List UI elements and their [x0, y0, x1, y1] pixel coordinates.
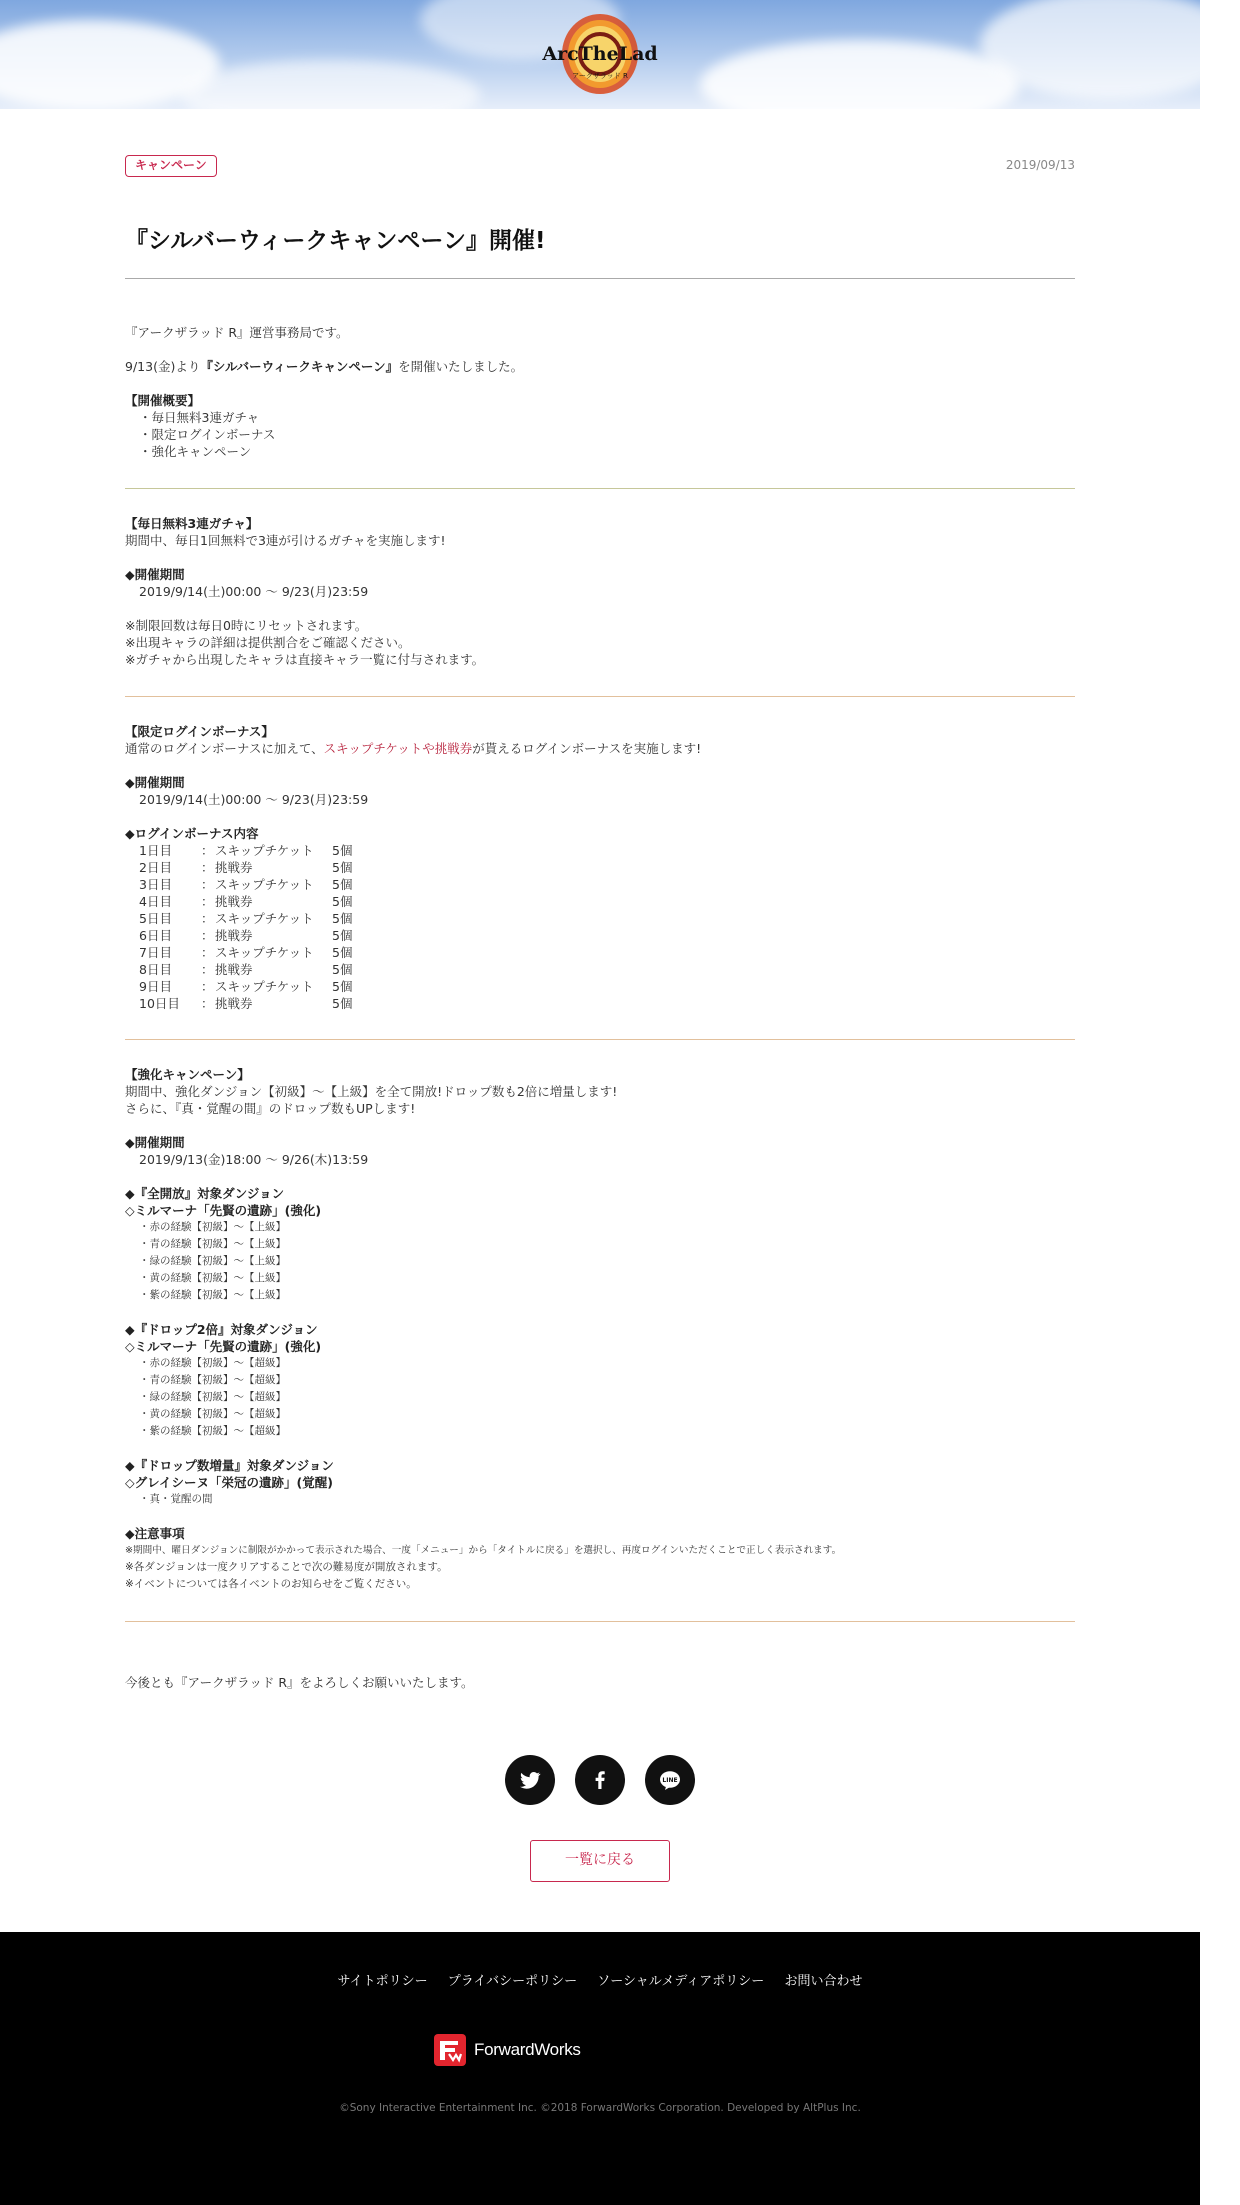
section-heading: 【毎日無料3連ガチャ】	[125, 516, 259, 531]
period-text: 2019/9/14(土)00:00 〜 9/23(月)23:59	[139, 584, 369, 599]
header-banner	[0, 0, 1200, 109]
subheading: ◆『ドロップ2倍』対象ダンジョン	[125, 1322, 318, 1337]
line-share-button[interactable]	[645, 1755, 695, 1805]
bonus-row: 10日目 ：挑戦券 5個	[139, 996, 353, 1011]
bonus-row: 7日目 ：スキップチケット 5個	[139, 945, 353, 960]
list-item: ・黄の経験【初級】〜【超級】	[139, 1408, 286, 1420]
twitter-share-button[interactable]	[505, 1755, 555, 1805]
bonus-row: 1日目 ：スキップチケット 5個	[139, 843, 353, 858]
back-to-list-button[interactable]: 一覧に戻る	[530, 1840, 670, 1882]
list-item: ・紫の経験【初級】〜【超級】	[139, 1425, 286, 1437]
section-text: さらに、『真・覚醒の間』のドロップ数もUPします!	[125, 1101, 416, 1116]
facebook-icon	[588, 1768, 612, 1792]
subheading: ◆開催期間	[125, 1135, 185, 1150]
twitter-icon	[518, 1768, 542, 1792]
footer-links	[0, 1970, 1200, 1989]
note: ※出現キャラの詳細は提供割合をご確認ください。	[125, 635, 411, 650]
section-divider	[125, 1621, 1075, 1622]
footer-link-contact[interactable]: お問い合わせ	[784, 1974, 863, 1989]
section-heading: 【限定ログインボーナス】	[125, 724, 274, 739]
category-tag[interactable]: キャンペーン	[125, 155, 217, 177]
dungeon-group: ◇ミルマーナ「先賢の遺跡」(強化)	[125, 1339, 322, 1354]
period-text: 2019/9/13(金)18:00 〜 9/26(木)13:59	[139, 1152, 369, 1167]
list-item: ・紫の経験【初級】〜【上級】	[139, 1289, 286, 1301]
share-buttons	[505, 1755, 695, 1805]
section-divider	[125, 488, 1075, 489]
list-item: ・強化キャンペーン	[139, 444, 252, 459]
bonus-row: 3日目 ：スキップチケット 5個	[139, 877, 353, 892]
list-item: ・真・覚醒の間	[139, 1493, 213, 1505]
list-item: ・赤の経験【初級】〜【超級】	[139, 1357, 286, 1369]
enhance-section	[125, 1066, 1075, 1593]
list-item: ・緑の経験【初級】〜【上級】	[139, 1255, 286, 1267]
footer-link-privacy-policy[interactable]: プライバシーポリシー	[447, 1974, 578, 1989]
subheading: ◆注意事項	[125, 1526, 185, 1541]
forwardworks-mark-icon	[433, 2033, 467, 2067]
bonus-row: 6日目 ：挑戦券 5個	[139, 928, 353, 943]
list-item: ・青の経験【初級】〜【超級】	[139, 1374, 286, 1386]
bonus-row: 8日目 ：挑戦券 5個	[139, 962, 353, 977]
line-icon	[658, 1768, 682, 1792]
list-item: ・毎日無料3連ガチャ	[139, 410, 260, 425]
logo-title: ArcTheLad	[542, 43, 658, 65]
note: ※制限回数は毎日0時にリセットされます。	[125, 618, 368, 633]
list-item: ・青の経験【初級】〜【上級】	[139, 1238, 286, 1250]
intro-line: 9/13(金)より『シルバーウィークキャンペーン』を開催いたしました。	[125, 359, 524, 374]
subheading: ◆『全開放』対象ダンジョン	[125, 1186, 285, 1201]
footer	[0, 1932, 1200, 2205]
intro-line: 『アークザラッド R』運営事務局です。	[125, 325, 349, 340]
facebook-share-button[interactable]	[575, 1755, 625, 1805]
note: ※イベントについては各イベントのお知らせをご覧ください。	[125, 1578, 417, 1590]
section-divider	[125, 1039, 1075, 1040]
dungeon-group: ◇グレイシーヌ「栄冠の遺跡」(覚醒)	[125, 1475, 333, 1490]
article-meta	[125, 155, 1075, 177]
overview-heading: 【開催概要】	[125, 393, 201, 408]
publish-date: 2019/09/13	[1005, 158, 1075, 172]
section-divider	[125, 696, 1075, 697]
list-item: ・緑の経験【初級】〜【超級】	[139, 1391, 286, 1403]
gacha-section	[125, 515, 1075, 668]
footer-link-social-media-policy[interactable]: ソーシャルメディアポリシー	[597, 1974, 765, 1989]
bonus-row: 2日目 ：挑戦券 5個	[139, 860, 353, 875]
svg-text:LINE: LINE	[662, 1777, 678, 1784]
title-divider	[125, 278, 1075, 279]
section-text: 期間中、強化ダンジョン【初級】〜【上級】を全て開放!ドロップ数も2倍に増量します!	[125, 1084, 618, 1099]
note: ※ガチャから出現したキャラは直接キャラ一覧に付与されます。	[125, 652, 485, 667]
subheading: ◆開催期間	[125, 775, 185, 790]
section-heading: 【強化キャンペーン】	[125, 1067, 250, 1082]
section-text: 期間中、毎日1回無料で3連が引けるガチャを実施します!	[125, 533, 446, 548]
bonus-list	[125, 842, 1075, 1012]
page-title: 『シルバーウィークキャンペーン』開催!	[125, 228, 546, 254]
note: ※各ダンジョンは一度クリアすることで次の難易度が開放されます。	[125, 1561, 448, 1573]
list-item: ・限定ログインボーナス	[139, 427, 276, 442]
subheading: ◆ログインボーナス内容	[125, 826, 259, 841]
login-bonus-section	[125, 723, 1075, 1012]
forwardworks-logo[interactable]	[433, 2033, 603, 2067]
note: ※期間中、曜日ダンジョンに制限がかかって表示された場合、一度「メニュー」から「タイトルに戻る」を選択し、再度ログインいただくことで正しく表示されます。	[125, 1545, 842, 1556]
intro-section	[125, 324, 1075, 460]
arc-the-lad-logo[interactable]	[542, 8, 658, 100]
logo-subtitle: アークザラッド R	[572, 72, 628, 80]
closing-text: 今後とも『アークザラッド R』をよろしくお願いいたします。	[125, 1675, 474, 1690]
section-text: 通常のログインボーナスに加えて、スキップチケットや挑戦券が貰えるログインボーナスを実施します!	[125, 741, 702, 756]
bonus-row: 4日目 ：挑戦券 5個	[139, 894, 353, 909]
period-text: 2019/9/14(土)00:00 〜 9/23(月)23:59	[139, 792, 369, 807]
subheading: ◆開催期間	[125, 567, 185, 582]
bonus-row: 5日目 ：スキップチケット 5個	[139, 911, 353, 926]
forwardworks-wordmark: ForwardWorks	[474, 2040, 581, 2059]
closing-section	[125, 1674, 1075, 1691]
subheading: ◆『ドロップ数増量』対象ダンジョン	[125, 1458, 334, 1473]
footer-link-site-policy[interactable]: サイトポリシー	[337, 1974, 428, 1989]
copyright: ©Sony Interactive Entertainment Inc. ©2018 ForwardWorks Corporation. Developed by AltPlus Inc.	[339, 2102, 861, 2114]
dungeon-group: ◇ミルマーナ「先賢の遺跡」(強化)	[125, 1203, 322, 1218]
bonus-row: 9日目 ：スキップチケット 5個	[139, 979, 353, 994]
list-item: ・赤の経験【初級】〜【上級】	[139, 1221, 286, 1233]
list-item: ・黄の経験【初級】〜【上級】	[139, 1272, 286, 1284]
